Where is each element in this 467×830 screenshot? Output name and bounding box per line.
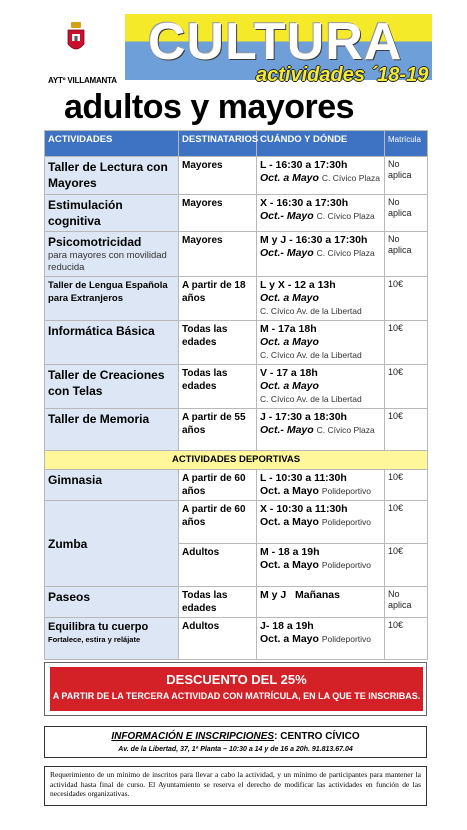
activity-period: Oct. a Mayo: [260, 485, 319, 497]
activity-period: Oct. a Mayo: [260, 336, 319, 348]
activity-audience: Mayores: [182, 160, 223, 171]
activities-table: [44, 130, 428, 660]
activity-name: Equilibra tu cuerpo: [48, 621, 149, 633]
activity-period: Oct. a Mayo: [260, 516, 319, 528]
table-row: [45, 501, 428, 544]
activity-place: C. Cívico Av. de la Libertad: [260, 394, 362, 404]
page-title: adultos y mayores: [64, 88, 355, 126]
activity-name: Zumba: [48, 536, 88, 551]
activity-schedule: J- 18 a 19h: [260, 620, 314, 632]
activity-fee: 10€: [388, 472, 404, 482]
activity-period: Oct. a Mayo: [260, 292, 319, 304]
activity-schedule: X - 16:30 a 17:30h: [260, 197, 349, 209]
activity-name: Taller de Creaciones con Telas: [48, 368, 165, 398]
town-crest-icon: [66, 22, 86, 54]
activity-schedule: M - 17a 18h: [260, 323, 317, 335]
activity-audience: A partir de 60 años: [182, 473, 246, 497]
activity-fee: 10€: [388, 503, 404, 513]
activity-audience: Todas las edades: [182, 368, 228, 392]
header-audience: DESTINATARIOS: [179, 131, 257, 157]
info-place: : CENTRO CÍVICO: [274, 731, 360, 742]
activity-name: Taller de Lectura con Mayores: [48, 160, 168, 190]
header-fee: Matrícula: [385, 131, 428, 157]
table-row: [45, 618, 428, 660]
activity-place: C. Cívico Av. de la Libertad: [260, 350, 362, 360]
table-row: [45, 232, 428, 277]
activity-period: Oct.- Mayo: [260, 210, 314, 222]
activity-place: Polideportivo: [321, 634, 371, 644]
banner-subtitle: actividades ´18-19: [256, 64, 429, 86]
discount-text: A PARTIR DE LA TERCERA ACTIVIDAD CON MATRÍCULA, EN LA QUE TE INSCRIBAS.: [52, 691, 421, 701]
activity-fee: 10€: [388, 367, 404, 377]
activity-audience: A partir de 18 años: [182, 280, 246, 304]
table-header-row: [45, 131, 428, 157]
banner-title: CULTURA: [148, 13, 403, 71]
activity-detail: Fortalece, estira y relájate: [48, 635, 141, 644]
activity-audience: Adultos: [182, 621, 220, 632]
table-row: [45, 277, 428, 321]
activity-name: Estimulación cognitiva: [48, 198, 123, 228]
activity-audience: Mayores: [182, 235, 223, 246]
activity-period: Oct.- Mayo: [260, 247, 314, 259]
activity-name: Taller de Lengua Española para Extranjeros: [48, 280, 168, 304]
activity-place: C. Cívico Plaza: [321, 173, 380, 183]
activity-audience: Todas las edades: [182, 324, 228, 348]
activity-schedule: M - 18 a 19h: [260, 546, 320, 558]
activity-schedule: L - 10:30 a 11:30h: [260, 472, 347, 484]
activity-name: Psicomotricidad: [48, 235, 142, 249]
activity-schedule: J - 17:30 a 18:30h: [260, 411, 347, 423]
section-row: [45, 451, 428, 470]
discount-title: DESCUENTO DEL 25%: [166, 672, 307, 687]
header-activities: ACTIVIDADES: [45, 131, 179, 157]
activity-period: Oct.- Mayo: [260, 424, 314, 436]
activity-place: Polideportivo: [321, 517, 371, 527]
activity-place: C. Cívico Plaza: [316, 248, 375, 258]
activity-audience: Mayores: [182, 198, 223, 209]
table-row: [45, 195, 428, 232]
activity-period: Mañanas: [295, 589, 340, 601]
activity-fee: 10€: [388, 411, 404, 421]
activity-period: Oct. a Mayo: [260, 172, 319, 184]
info-label: INFORMACIÓN E INSCRIPCIONES: [111, 731, 275, 742]
activity-schedule: M y J - 16:30 a 17:30h: [260, 234, 368, 246]
activity-schedule: V - 17 a 18h: [260, 367, 318, 379]
activity-detail: para mayores con movilidad reducida: [48, 250, 167, 273]
table-row: [45, 321, 428, 365]
disclaimer-note: Requerimiento de un mínimo de inscritos para llevar a cabo la actividad, y un mínimo de participantes para mantener la actividad hasta final de curso. El Ayuntamiento se reserva el derecho de modificar las actividades en función de las necesidades organizativas.: [44, 766, 427, 806]
activity-period: Oct. a Mayo: [260, 559, 319, 571]
activity-fee: No aplica: [388, 589, 412, 610]
activity-schedule: L - 16:30 a 17:30h: [260, 159, 348, 171]
table-row: [45, 470, 428, 501]
activity-schedule: L y X - 12 a 13h: [260, 279, 336, 291]
activity-period: Oct. a Mayo: [260, 380, 319, 392]
activity-fee: No aplica: [388, 159, 412, 180]
activity-audience: Todas las edades: [182, 590, 228, 614]
activity-schedule: X - 10:30 a 11:30h: [260, 503, 348, 515]
activity-fee: 10€: [388, 279, 404, 289]
activity-fee: No aplica: [388, 234, 412, 255]
table-row: [45, 587, 428, 618]
activity-fee: 10€: [388, 323, 404, 333]
activity-period: Oct. a Mayo: [260, 633, 319, 645]
activity-fee: 10€: [388, 620, 404, 630]
activity-schedule: M y J: [260, 589, 287, 601]
activity-place: C. Cívico Plaza: [316, 425, 375, 435]
activity-place: Polideportivo: [321, 560, 371, 570]
activity-fee: No aplica: [388, 197, 412, 218]
activity-audience: A partir de 55 años: [182, 412, 246, 436]
org-name: AYTº VILLAMANTA: [48, 76, 117, 85]
table-row: [45, 365, 428, 409]
activity-name: Paseos: [48, 590, 91, 604]
sports-section-title: ACTIVIDADES DEPORTIVAS: [45, 451, 428, 470]
discount-banner: [50, 667, 423, 711]
info-address: Av. de la Libertad, 37, 1ª Planta – 10:30 a 14 y de 16 a 20h. 91.813.67.04: [118, 746, 353, 753]
activity-place: Polideportivo: [321, 486, 371, 496]
header-when-where: CUÁNDO Y DÓNDE: [257, 131, 385, 157]
table-row: [45, 409, 428, 451]
table-row: [45, 157, 428, 195]
info-box: [44, 726, 427, 758]
activity-place: C. Cívico Av. de la Libertad: [260, 306, 362, 316]
activity-fee: 10€: [388, 546, 404, 556]
activity-name: Gimnasia: [48, 473, 103, 487]
activity-name: Informática Básica: [48, 324, 155, 338]
activity-name: Taller de Memoria: [48, 412, 150, 426]
activity-audience: Adultos: [182, 547, 220, 558]
activity-audience: A partir de 60 años: [182, 504, 246, 528]
activity-place: C. Cívico Plaza: [316, 211, 375, 221]
